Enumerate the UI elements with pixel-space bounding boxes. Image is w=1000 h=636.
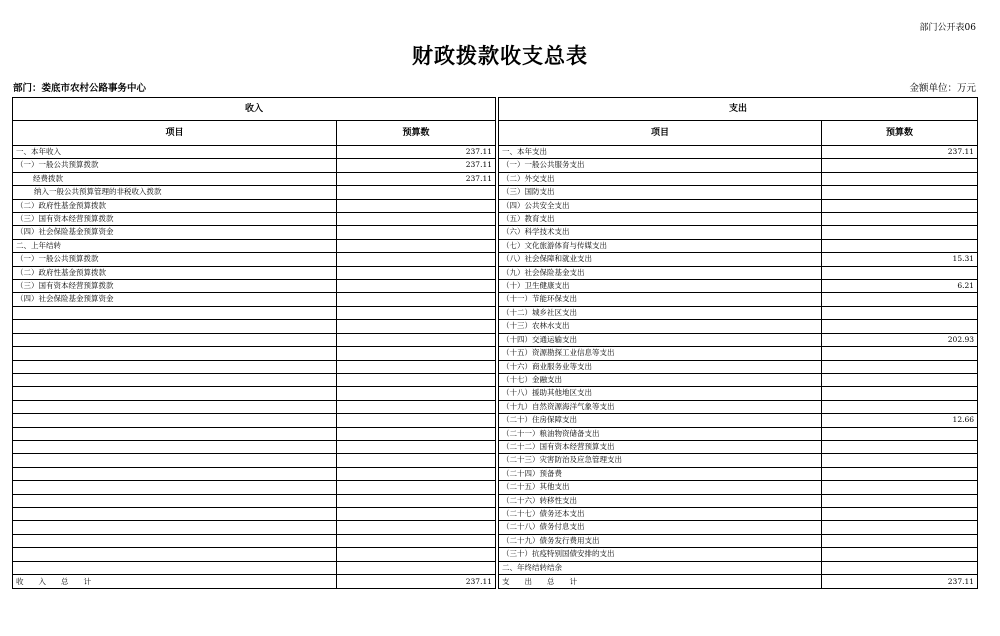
expense-item-header: 项目 bbox=[499, 121, 822, 146]
table-row bbox=[13, 320, 978, 333]
income-amount-cell bbox=[337, 226, 496, 239]
table-row bbox=[13, 467, 978, 480]
expense-amount-cell bbox=[822, 481, 978, 494]
income-item-cell bbox=[13, 467, 337, 480]
income-amount-cell bbox=[337, 507, 496, 520]
expense-item-cell: （九）社会保险基金支出 bbox=[499, 266, 822, 279]
expense-amount-cell bbox=[822, 213, 978, 226]
income-amount-cell bbox=[337, 467, 496, 480]
income-item-cell bbox=[13, 454, 337, 467]
table-row bbox=[13, 521, 978, 534]
income-item-cell bbox=[13, 400, 337, 413]
expense-amount-cell bbox=[822, 320, 978, 333]
expense-item-cell: （二十五）其他支出 bbox=[499, 481, 822, 494]
expense-item-cell: （七）文化旅游体育与传媒支出 bbox=[499, 239, 822, 252]
income-item-cell bbox=[13, 414, 337, 427]
income-amount-cell bbox=[337, 213, 496, 226]
expense-amount-cell bbox=[822, 347, 978, 360]
income-item-cell: （一）一般公共预算拨款 bbox=[13, 253, 337, 266]
expense-amount-cell bbox=[822, 226, 978, 239]
expense-item-cell: （二十一）粮油物资储备支出 bbox=[499, 427, 822, 440]
income-amount-cell bbox=[337, 481, 496, 494]
total-row bbox=[13, 575, 978, 589]
income-item-cell bbox=[13, 306, 337, 319]
expense-item-cell: （一）一般公共服务支出 bbox=[499, 159, 822, 172]
income-amount-cell bbox=[337, 387, 496, 400]
income-amount-cell bbox=[337, 548, 496, 561]
table-row bbox=[13, 253, 978, 266]
expense-item-cell: （十二）城乡社区支出 bbox=[499, 306, 822, 319]
expense-section-header: 支出 bbox=[499, 98, 978, 121]
income-item-cell bbox=[13, 521, 337, 534]
expense-item-cell: （二十）住房保障支出 bbox=[499, 414, 822, 427]
expense-amount-cell bbox=[822, 400, 978, 413]
expense-item-cell: （三）国防支出 bbox=[499, 186, 822, 199]
income-amount-cell bbox=[337, 494, 496, 507]
income-amount-cell: 237.11 bbox=[337, 159, 496, 172]
expense-item-cell: （二十六）转移性支出 bbox=[499, 494, 822, 507]
income-item-cell: 纳入一般公共预算管理的非税收入拨款 bbox=[13, 186, 337, 199]
income-budget-header: 预算数 bbox=[337, 121, 496, 146]
income-item-cell bbox=[13, 347, 337, 360]
department-label: 部门：娄底市农村公路事务中心 bbox=[13, 83, 147, 94]
expense-item-cell: （二十二）国有资本经营预算支出 bbox=[499, 440, 822, 453]
income-item-cell: 二、上年结转 bbox=[13, 239, 337, 252]
income-amount-cell bbox=[337, 280, 496, 293]
income-item-cell: （二）政府性基金预算拨款 bbox=[13, 199, 337, 212]
income-amount-cell bbox=[337, 199, 496, 212]
income-item-cell bbox=[13, 561, 337, 574]
expense-item-cell: （二）外交支出 bbox=[499, 172, 822, 185]
income-amount-cell bbox=[337, 347, 496, 360]
income-item-cell bbox=[13, 427, 337, 440]
expense-amount-cell bbox=[822, 373, 978, 386]
income-amount-cell bbox=[337, 293, 496, 306]
table-row bbox=[13, 159, 978, 172]
expense-item-cell: （二十八）债务付息支出 bbox=[499, 521, 822, 534]
table-row bbox=[13, 507, 978, 520]
expense-budget-header: 预算数 bbox=[822, 121, 978, 146]
income-amount-cell bbox=[337, 561, 496, 574]
expense-item-cell: （十八）援助其他地区支出 bbox=[499, 387, 822, 400]
table-row bbox=[13, 481, 978, 494]
income-amount-cell: 237.11 bbox=[337, 172, 496, 185]
expense-amount-cell bbox=[822, 306, 978, 319]
income-item-cell: （四）社会保险基金预算资金 bbox=[13, 226, 337, 239]
expense-amount-cell bbox=[822, 454, 978, 467]
income-amount-cell bbox=[337, 253, 496, 266]
table-row bbox=[13, 494, 978, 507]
income-amount-cell bbox=[337, 440, 496, 453]
expense-total-amount: 237.11 bbox=[822, 575, 978, 589]
income-amount-cell bbox=[337, 454, 496, 467]
expense-item-cell: （五）教育支出 bbox=[499, 213, 822, 226]
income-item-cell: （二）政府性基金预算拨款 bbox=[13, 266, 337, 279]
expense-amount-cell: 6.21 bbox=[822, 280, 978, 293]
expense-amount-cell bbox=[822, 534, 978, 547]
income-amount-cell bbox=[337, 400, 496, 413]
expense-amount-cell bbox=[822, 239, 978, 252]
table-row bbox=[13, 146, 978, 159]
table-row bbox=[13, 440, 978, 453]
table-row bbox=[13, 280, 978, 293]
table-row bbox=[13, 387, 978, 400]
income-amount-cell bbox=[337, 320, 496, 333]
table-row bbox=[13, 239, 978, 252]
expense-item-cell: （六）科学技术支出 bbox=[499, 226, 822, 239]
table-row bbox=[13, 306, 978, 319]
expense-item-cell: （二十九）债务发行费用支出 bbox=[499, 534, 822, 547]
budget-summary-table bbox=[12, 97, 978, 589]
expense-amount-cell bbox=[822, 427, 978, 440]
income-amount-cell bbox=[337, 239, 496, 252]
table-row bbox=[13, 199, 978, 212]
income-item-cell bbox=[13, 534, 337, 547]
expense-item-cell: （四）公共安全支出 bbox=[499, 199, 822, 212]
income-amount-cell bbox=[337, 427, 496, 440]
table-row bbox=[13, 427, 978, 440]
expense-item-cell: （十）卫生健康支出 bbox=[499, 280, 822, 293]
income-amount-cell bbox=[337, 534, 496, 547]
expense-amount-cell: 202.93 bbox=[822, 333, 978, 346]
expense-amount-cell bbox=[822, 159, 978, 172]
expense-amount-cell bbox=[822, 494, 978, 507]
expense-item-cell: 一、本年支出 bbox=[499, 146, 822, 159]
section-header-row bbox=[13, 98, 978, 121]
income-item-cell bbox=[13, 440, 337, 453]
expense-amount-cell bbox=[822, 360, 978, 373]
table-row bbox=[13, 186, 978, 199]
expense-item-cell: （十四）交通运输支出 bbox=[499, 333, 822, 346]
income-section-header: 收入 bbox=[13, 98, 496, 121]
expense-item-cell: （八）社会保障和就业支出 bbox=[499, 253, 822, 266]
table-row bbox=[13, 534, 978, 547]
table-row bbox=[13, 347, 978, 360]
income-total-amount: 237.11 bbox=[337, 575, 496, 589]
form-number: 部门公开表06 bbox=[919, 23, 976, 33]
expense-item-cell: （二十七）债务还本支出 bbox=[499, 507, 822, 520]
table-row bbox=[13, 360, 978, 373]
table-row bbox=[13, 333, 978, 346]
expense-amount-cell bbox=[822, 172, 978, 185]
income-total-label: 收 入 总 计 bbox=[13, 575, 337, 589]
income-item-cell: 一、本年收入 bbox=[13, 146, 337, 159]
income-item-cell: （三）国有资本经营预算拨款 bbox=[13, 213, 337, 226]
income-item-cell bbox=[13, 387, 337, 400]
expense-item-cell: （十五）资源勘探工业信息等支出 bbox=[499, 347, 822, 360]
income-item-header: 项目 bbox=[13, 121, 337, 146]
table-row bbox=[13, 172, 978, 185]
expense-item-cell: （三十）抗疫特别国债安排的支出 bbox=[499, 548, 822, 561]
column-header-row bbox=[13, 121, 978, 146]
income-amount-cell bbox=[337, 266, 496, 279]
income-item-cell bbox=[13, 548, 337, 561]
expense-amount-cell bbox=[822, 561, 978, 574]
income-item-cell: 经费拨款 bbox=[13, 172, 337, 185]
income-item-cell bbox=[13, 481, 337, 494]
expense-amount-cell bbox=[822, 440, 978, 453]
table-row bbox=[13, 226, 978, 239]
income-item-cell bbox=[13, 373, 337, 386]
income-amount-cell bbox=[337, 306, 496, 319]
income-item-cell: （四）社会保险基金预算资金 bbox=[13, 293, 337, 306]
income-item-cell bbox=[13, 320, 337, 333]
table-row bbox=[13, 373, 978, 386]
table-row bbox=[13, 561, 978, 574]
expense-item-cell: （十一）节能环保支出 bbox=[499, 293, 822, 306]
income-item-cell bbox=[13, 360, 337, 373]
expense-amount-cell bbox=[822, 507, 978, 520]
income-amount-cell bbox=[337, 186, 496, 199]
expense-total-label: 支 出 总 计 bbox=[499, 575, 822, 589]
table-row bbox=[13, 548, 978, 561]
income-item-cell: （一）一般公共预算拨款 bbox=[13, 159, 337, 172]
income-amount-cell: 237.11 bbox=[337, 146, 496, 159]
expense-item-cell: （十七）金融支出 bbox=[499, 373, 822, 386]
amount-unit-label: 金额单位：万元 bbox=[909, 83, 976, 94]
table-row bbox=[13, 414, 978, 427]
expense-item-cell: （二十四）预备费 bbox=[499, 467, 822, 480]
page-title: 财政拨款收支总表 bbox=[412, 43, 588, 68]
income-item-cell bbox=[13, 333, 337, 346]
expense-amount-cell bbox=[822, 186, 978, 199]
table-row bbox=[13, 266, 978, 279]
table-row bbox=[13, 454, 978, 467]
expense-item-cell: （十六）商业服务业等支出 bbox=[499, 360, 822, 373]
expense-amount-cell bbox=[822, 467, 978, 480]
expense-amount-cell bbox=[822, 293, 978, 306]
expense-amount-cell bbox=[822, 387, 978, 400]
table-body bbox=[13, 146, 978, 575]
income-item-cell bbox=[13, 507, 337, 520]
expense-amount-cell bbox=[822, 548, 978, 561]
income-item-cell bbox=[13, 494, 337, 507]
table-row bbox=[13, 400, 978, 413]
expense-amount-cell: 12.66 bbox=[822, 414, 978, 427]
expense-item-cell: （十九）自然资源海洋气象等支出 bbox=[499, 400, 822, 413]
table-row bbox=[13, 293, 978, 306]
income-amount-cell bbox=[337, 373, 496, 386]
expense-item-cell: 二、年终结转结余 bbox=[499, 561, 822, 574]
expense-item-cell: （十三）农林水支出 bbox=[499, 320, 822, 333]
expense-amount-cell bbox=[822, 266, 978, 279]
income-item-cell: （三）国有资本经营预算拨款 bbox=[13, 280, 337, 293]
expense-amount-cell bbox=[822, 199, 978, 212]
expense-item-cell: （二十三）灾害防治及应急管理支出 bbox=[499, 454, 822, 467]
expense-amount-cell: 15.31 bbox=[822, 253, 978, 266]
expense-amount-cell: 237.11 bbox=[822, 146, 978, 159]
table-row bbox=[13, 213, 978, 226]
expense-amount-cell bbox=[822, 521, 978, 534]
income-amount-cell bbox=[337, 360, 496, 373]
income-amount-cell bbox=[337, 521, 496, 534]
income-amount-cell bbox=[337, 333, 496, 346]
income-amount-cell bbox=[337, 414, 496, 427]
